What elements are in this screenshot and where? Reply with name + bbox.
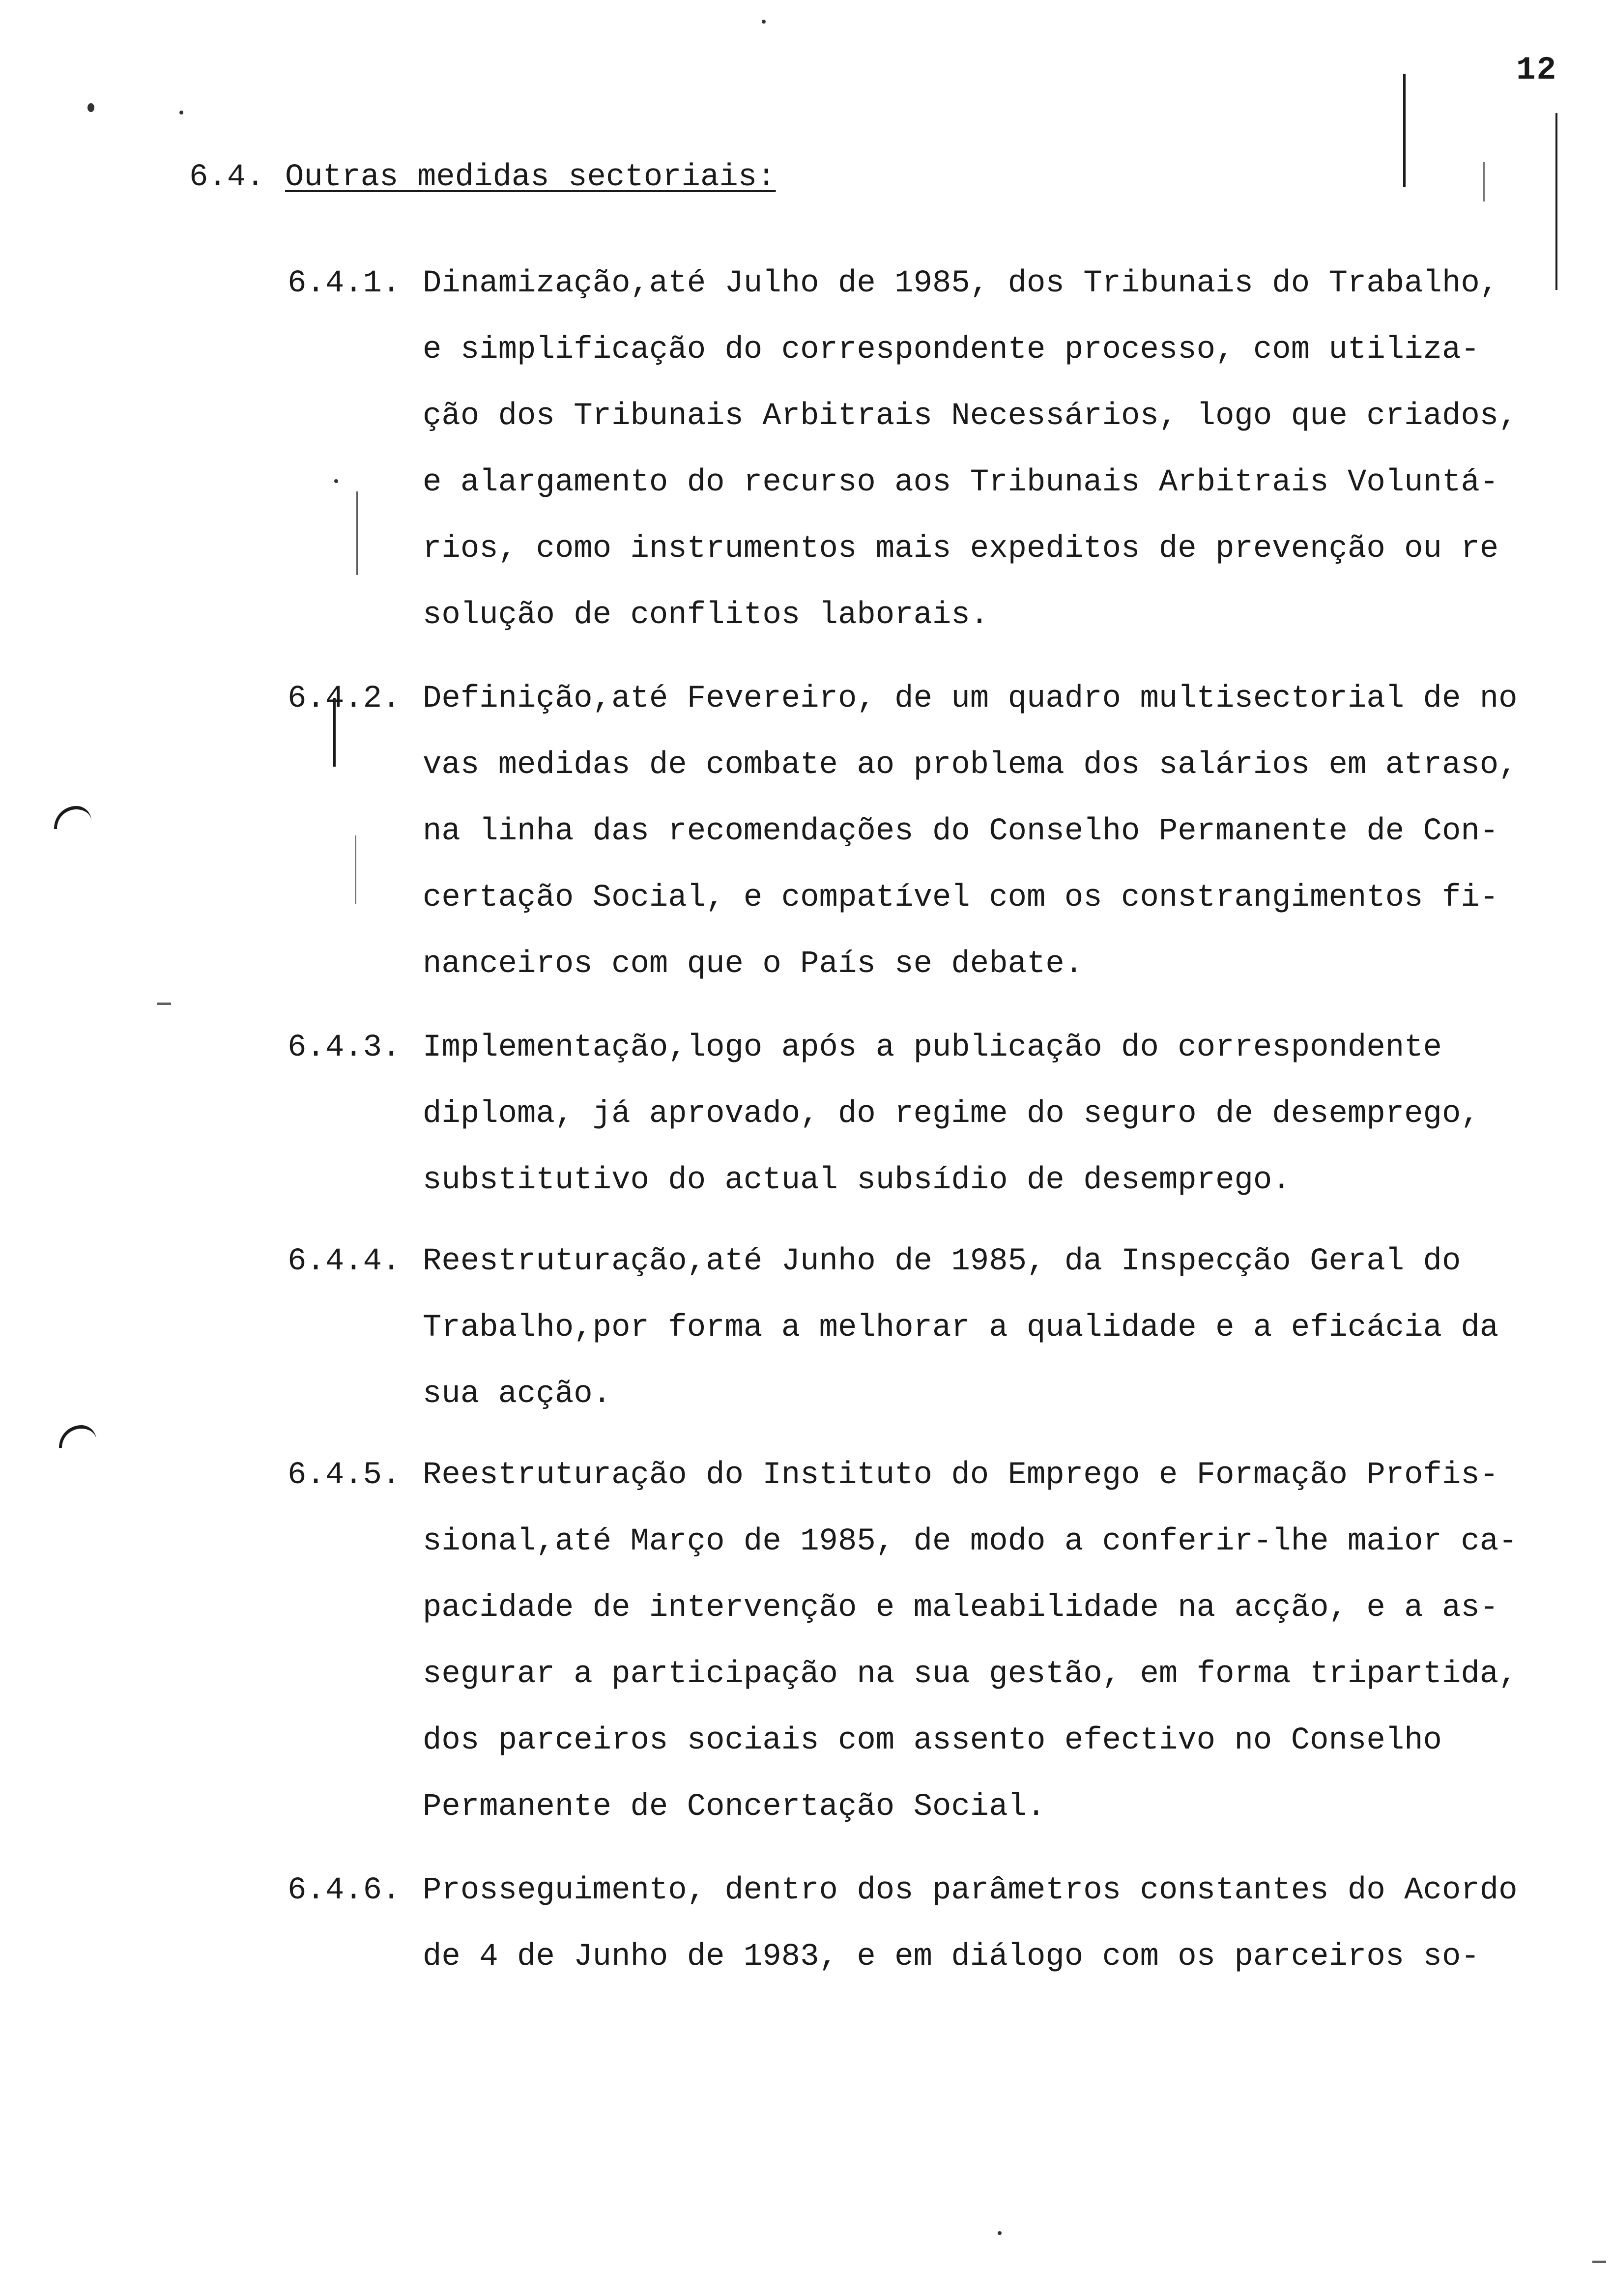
list-item-6-4-4 xyxy=(288,1229,1565,1428)
section-number: 6.4. xyxy=(189,160,265,195)
list-item-6-4-6 xyxy=(288,1858,1565,1990)
scan-dot-1 xyxy=(87,103,94,112)
list-item-6-4-3 xyxy=(288,1015,1565,1214)
item-line: diploma, já aprovado, do regime do seguro de desemprego, xyxy=(423,1096,1480,1132)
item-line: Dinamização,até Julho de 1985, dos Tribunais do Trabalho, xyxy=(423,266,1499,301)
item-text xyxy=(423,251,1565,649)
item-number: 6.4.3. xyxy=(288,1030,401,1065)
item-number: 6.4.2. xyxy=(288,681,401,717)
item-line: rios, como instrumentos mais expeditos de prevenção ou re xyxy=(423,531,1499,567)
item-line: ção dos Tribunais Arbitrais Necessários, logo que criados, xyxy=(423,399,1518,434)
item-text xyxy=(423,1015,1565,1214)
item-line: sional,até Março de 1985, de modo a conferir-lhe maior ca- xyxy=(423,1524,1518,1559)
item-line: dos parceiros sociais com assento efectivo no Conselho xyxy=(423,1723,1442,1758)
item-line: pacidade de intervenção e maleabilidade na acção, e a as- xyxy=(423,1590,1499,1626)
scan-dot-5 xyxy=(998,2231,1002,2235)
scan-arc-2 xyxy=(59,1425,96,1448)
scan-mark-right-bar-3 xyxy=(1483,162,1485,201)
item-line: e alargamento do recurso aos Tribunais Arbitrais Voluntá- xyxy=(423,465,1499,500)
scan-dot-3 xyxy=(762,20,766,24)
list-item-6-4-5 xyxy=(288,1442,1565,1840)
list-item-6-4-1 xyxy=(288,251,1565,649)
scan-mark-right-bar-1 xyxy=(1403,74,1406,187)
item-line: segurar a participação na sua gestão, em forma tripartida, xyxy=(423,1657,1518,1692)
item-line: Prosseguimento, dentro dos parâmetros constantes do Acordo xyxy=(423,1873,1518,1908)
page-number: 12 xyxy=(1516,52,1557,88)
item-text xyxy=(423,1229,1565,1428)
section-title: Outras medidas sectoriais: xyxy=(285,160,776,195)
item-line: vas medidas de combate ao problema dos salários em atraso, xyxy=(423,747,1518,783)
list-item-6-4-2 xyxy=(288,666,1565,998)
item-number: 6.4.1. xyxy=(288,266,401,301)
item-line: de 4 de Junho de 1983, e em diálogo com os parceiros so- xyxy=(423,1939,1480,1975)
scan-arc-1 xyxy=(54,806,91,829)
item-line: na linha das recomendações do Conselho Permanente de Con- xyxy=(423,814,1499,849)
item-text xyxy=(423,1858,1565,1990)
section-heading xyxy=(189,160,776,195)
item-line: Definição,até Fevereiro, de um quadro multisectorial de no xyxy=(423,681,1518,717)
item-line: solução de conflitos laborais. xyxy=(423,598,989,633)
item-line: Reestruturação,até Junho de 1985, da Inspecção Geral do xyxy=(423,1244,1461,1279)
item-number: 6.4.4. xyxy=(288,1244,401,1279)
item-line: sua acção. xyxy=(423,1377,612,1412)
item-number: 6.4.6. xyxy=(288,1873,401,1908)
scan-dash-2 xyxy=(1592,2261,1606,2263)
item-line: nanceiros com que o País se debate. xyxy=(423,947,1084,982)
item-line: Reestruturação do Instituto do Emprego e Formação Profis- xyxy=(423,1458,1499,1493)
scan-dot-2 xyxy=(179,111,183,115)
item-line: Permanente de Concertação Social. xyxy=(423,1789,1046,1825)
item-text xyxy=(423,1442,1565,1840)
item-line: certação Social, e compatível com os constrangimentos fi- xyxy=(423,880,1499,916)
scan-dash-1 xyxy=(157,1003,171,1005)
item-number: 6.4.5. xyxy=(288,1458,401,1493)
item-line: e simplificação do correspondente processo, com utiliza- xyxy=(423,332,1480,368)
item-text xyxy=(423,666,1565,998)
item-line: Implementação,logo após a publicação do correspondente xyxy=(423,1030,1442,1065)
item-line: Trabalho,por forma a melhorar a qualidade e a eficácia da xyxy=(423,1310,1499,1346)
item-line: substitutivo do actual subsídio de desemprego. xyxy=(423,1163,1291,1198)
